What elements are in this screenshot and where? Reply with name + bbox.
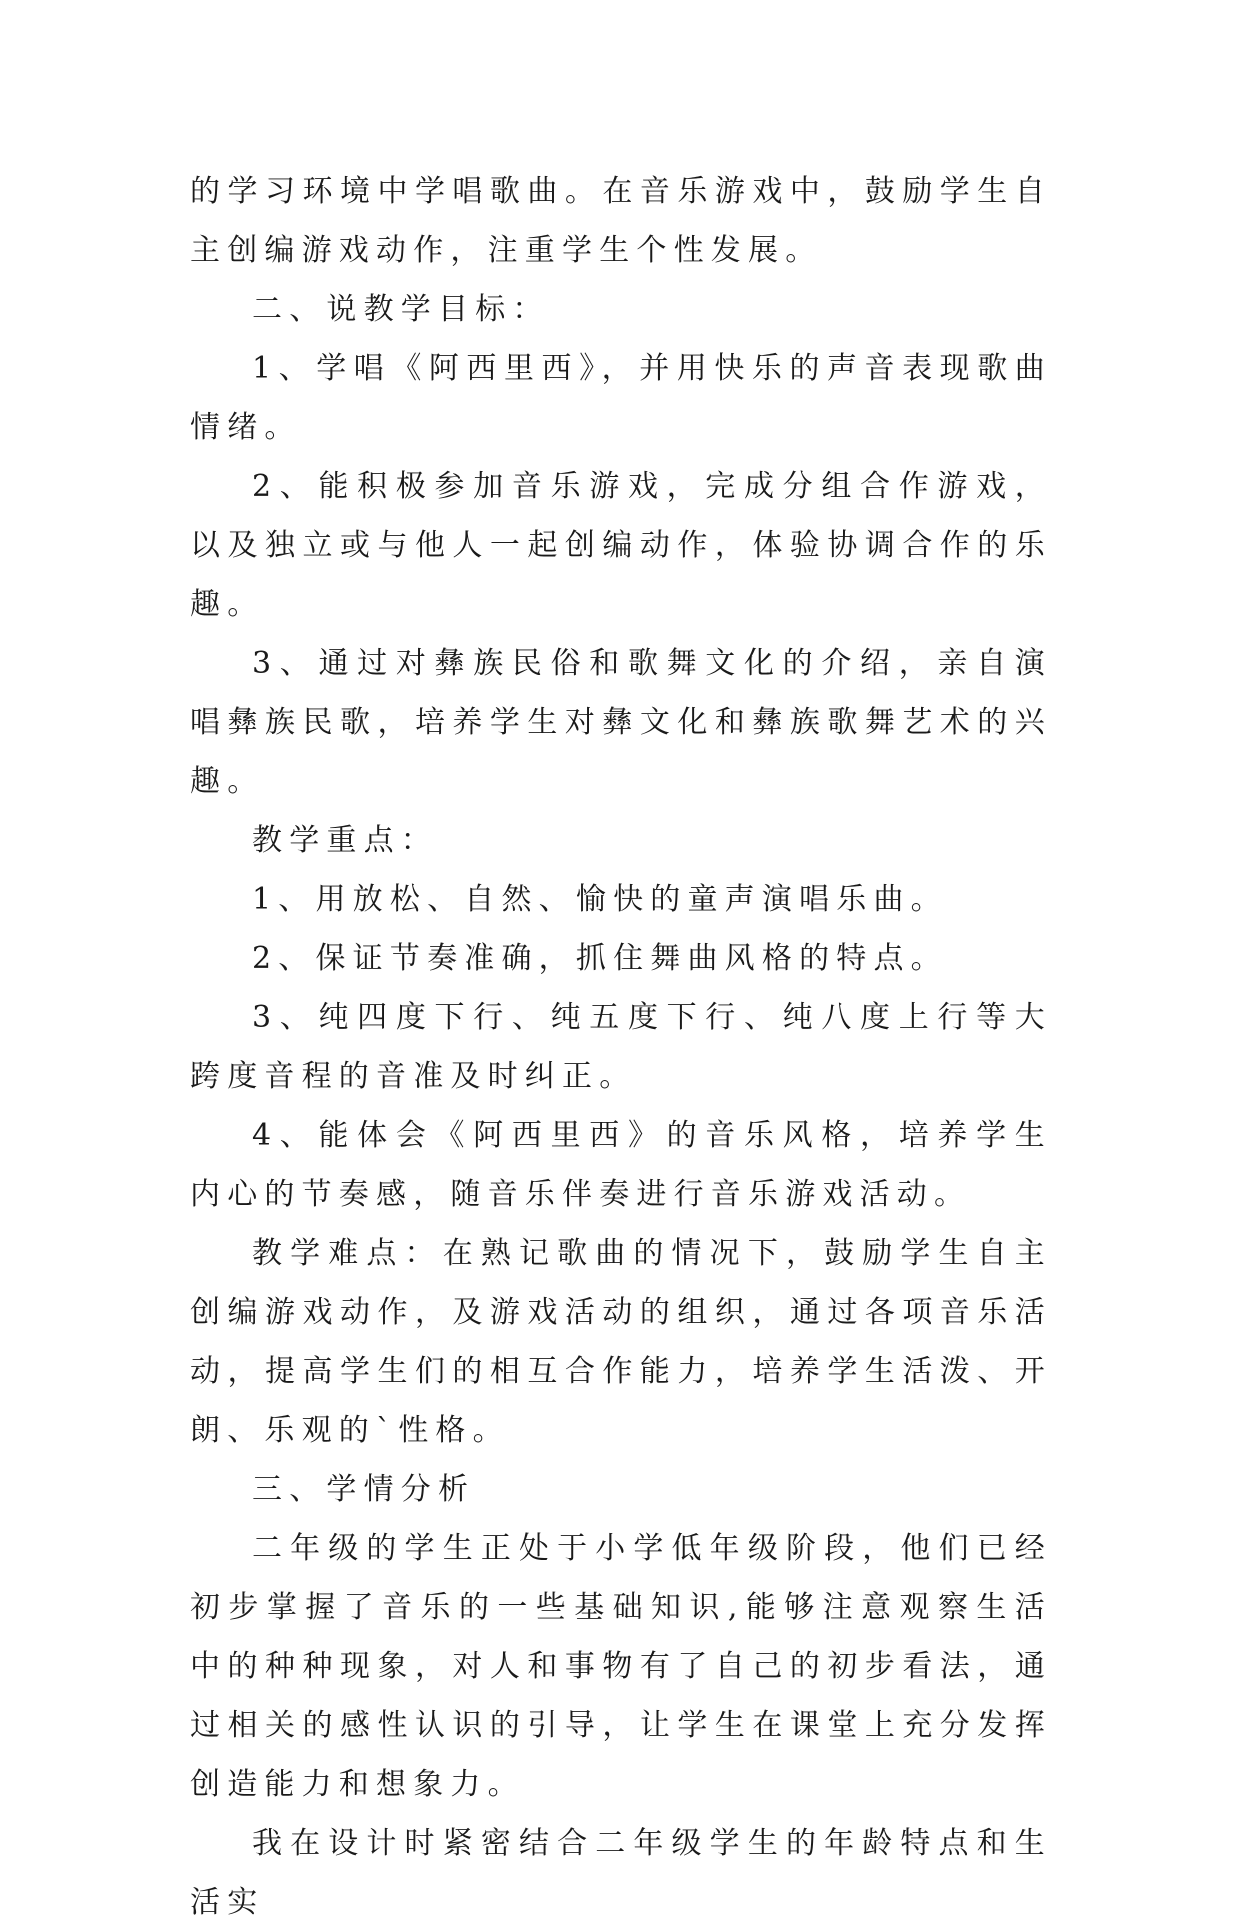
heading-learner-analysis: 三、学情分析 (252, 1472, 476, 1507)
objective-item-2: 2、能积极参加音乐游戏，完成分组合作游戏，以及独立或与他人一起创编动作，体验协调合作的乐趣。 (190, 469, 1052, 622)
heading-key-points: 教学重点： (252, 823, 438, 858)
objective-item-3: 3、通过对彝族民俗和歌舞文化的介绍，亲自演唱彝族民歌，培养学生对彝文化和彝族歌舞艺术的兴趣。 (190, 646, 1052, 799)
key-point-item-2: 2、保证节奏准确，抓住舞曲风格的特点。 (252, 941, 948, 976)
paragraph-design: 我在设计时紧密结合二年级学生的年龄特点和生活实 (190, 1826, 1052, 1920)
paragraph-difficulties: 教学难点：在熟记歌曲的情况下，鼓励学生自主创编游戏动作，及游戏活动的组织，通过各项音乐活动，提高学生们的相互合作能力，培养学生活泼、开朗、乐观的`性格。 (190, 1236, 1052, 1448)
key-point-item-4: 4、能体会《阿西里西》的音乐风格，培养学生内心的节奏感，随音乐伴奏进行音乐游戏活动。 (190, 1118, 1052, 1212)
paragraph-learner-analysis: 二年级的学生正处于小学低年级阶段，他们已经初步掌握了音乐的一些基础知识,能够注意观察生活中的种种现象，对人和事物有了自己的初步看法，通过相关的感性认识的引导，让学生在课堂上充分发挥创造能力和想象力。 (190, 1531, 1052, 1802)
objective-item-1: 1、学唱《阿西里西》，并用快乐的声音表现歌曲情绪。 (190, 351, 1052, 445)
key-point-item-3: 3、纯四度下行、纯五度下行、纯八度上行等大跨度音程的音准及时纠正。 (190, 1000, 1052, 1094)
paragraph-intro-continuation: 的学习环境中学唱歌曲。在音乐游戏中，鼓励学生自主创编游戏动作，注重学生个性发展。 (190, 174, 1052, 268)
heading-teaching-objectives: 二、说教学目标： (252, 292, 550, 327)
key-point-item-1: 1、用放松、自然、愉快的童声演唱乐曲。 (252, 882, 948, 917)
document-body (190, 162, 1052, 1932)
